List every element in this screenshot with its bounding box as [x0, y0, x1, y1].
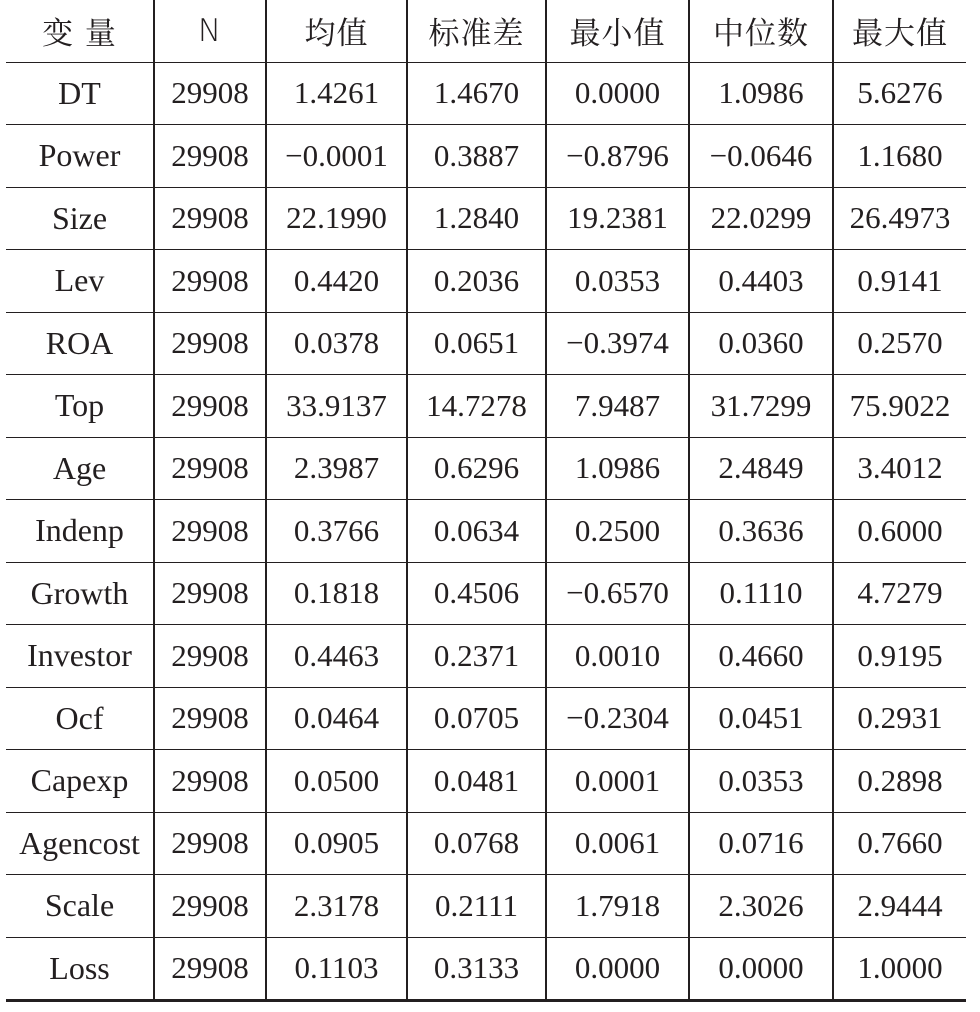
cell-mean: 0.4463 — [266, 625, 407, 688]
cell-min: 1.0986 — [546, 437, 689, 500]
cell-min: 7.9487 — [546, 375, 689, 438]
cell-mean: 2.3987 — [266, 437, 407, 500]
cell-std-dev: 1.4670 — [407, 62, 546, 125]
header-min: 最小值 — [546, 0, 689, 62]
cell-mean: 22.1990 — [266, 187, 407, 250]
header-median: 中位数 — [689, 0, 833, 62]
table-header — [6, 0, 966, 62]
cell-min: 0.0353 — [546, 250, 689, 313]
table-row — [6, 312, 966, 375]
cell-max: 4.7279 — [833, 562, 966, 625]
cell-std-dev: 0.0481 — [407, 750, 546, 813]
cell-n: 29908 — [154, 250, 266, 313]
cell-variable: Ocf — [6, 687, 154, 750]
cell-n: 29908 — [154, 687, 266, 750]
cell-mean: 0.0464 — [266, 687, 407, 750]
cell-median: 0.0451 — [689, 687, 833, 750]
cell-n: 29908 — [154, 750, 266, 813]
cell-n: 29908 — [154, 125, 266, 188]
table-row — [6, 750, 966, 813]
cell-min: −0.3974 — [546, 312, 689, 375]
cell-median: 0.0716 — [689, 812, 833, 875]
cell-std-dev: 0.0705 — [407, 687, 546, 750]
table-row — [6, 250, 966, 313]
cell-std-dev: 0.2036 — [407, 250, 546, 313]
cell-min: 0.0000 — [546, 62, 689, 125]
cell-mean: 0.1818 — [266, 562, 407, 625]
table-row — [6, 937, 966, 1001]
cell-variable: Indenp — [6, 500, 154, 563]
cell-min: 1.7918 — [546, 875, 689, 938]
cell-n: 29908 — [154, 375, 266, 438]
table-row — [6, 812, 966, 875]
cell-n: 29908 — [154, 500, 266, 563]
header-n: N — [154, 0, 266, 62]
cell-variable: Investor — [6, 625, 154, 688]
cell-median: 22.0299 — [689, 187, 833, 250]
cell-variable: Agencost — [6, 812, 154, 875]
cell-mean: 33.9137 — [266, 375, 407, 438]
cell-mean: 0.1103 — [266, 937, 407, 1001]
cell-max: 3.4012 — [833, 437, 966, 500]
table-row — [6, 125, 966, 188]
cell-median: 2.4849 — [689, 437, 833, 500]
cell-mean: 0.0905 — [266, 812, 407, 875]
header-max: 最大值 — [833, 0, 966, 62]
cell-median: 0.0353 — [689, 750, 833, 813]
cell-n: 29908 — [154, 625, 266, 688]
table-row — [6, 375, 966, 438]
cell-std-dev: 0.0651 — [407, 312, 546, 375]
cell-mean: 0.0378 — [266, 312, 407, 375]
cell-std-dev: 0.0634 — [407, 500, 546, 563]
cell-median: 0.1110 — [689, 562, 833, 625]
cell-variable: Capexp — [6, 750, 154, 813]
cell-min: −0.8796 — [546, 125, 689, 188]
cell-max: 75.9022 — [833, 375, 966, 438]
header-row — [6, 0, 966, 62]
cell-max: 0.6000 — [833, 500, 966, 563]
cell-min: 0.0001 — [546, 750, 689, 813]
cell-std-dev: 0.0768 — [407, 812, 546, 875]
cell-n: 29908 — [154, 937, 266, 1001]
cell-max: 1.0000 — [833, 937, 966, 1001]
cell-max: 2.9444 — [833, 875, 966, 938]
cell-n: 29908 — [154, 875, 266, 938]
cell-mean: 1.4261 — [266, 62, 407, 125]
cell-median: 0.0360 — [689, 312, 833, 375]
header-variable: 变 量 — [6, 0, 154, 62]
table-row — [6, 687, 966, 750]
cell-median: 0.3636 — [689, 500, 833, 563]
cell-variable: Growth — [6, 562, 154, 625]
cell-max: 0.9141 — [833, 250, 966, 313]
cell-variable: Age — [6, 437, 154, 500]
cell-n: 29908 — [154, 62, 266, 125]
cell-min: −0.2304 — [546, 687, 689, 750]
cell-std-dev: 0.2111 — [407, 875, 546, 938]
cell-variable: DT — [6, 62, 154, 125]
cell-min: 0.2500 — [546, 500, 689, 563]
table-row — [6, 437, 966, 500]
cell-median: 1.0986 — [689, 62, 833, 125]
table-row — [6, 625, 966, 688]
cell-mean: −0.0001 — [266, 125, 407, 188]
cell-std-dev: 0.3133 — [407, 937, 546, 1001]
cell-variable: Top — [6, 375, 154, 438]
cell-n: 29908 — [154, 312, 266, 375]
cell-variable: Loss — [6, 937, 154, 1001]
cell-max: 5.6276 — [833, 62, 966, 125]
cell-min: 0.0061 — [546, 812, 689, 875]
cell-n: 29908 — [154, 437, 266, 500]
table-row — [6, 62, 966, 125]
cell-max: 0.2570 — [833, 312, 966, 375]
cell-mean: 0.4420 — [266, 250, 407, 313]
cell-median: 2.3026 — [689, 875, 833, 938]
table-row — [6, 187, 966, 250]
cell-std-dev: 14.7278 — [407, 375, 546, 438]
cell-n: 29908 — [154, 562, 266, 625]
cell-mean: 2.3178 — [266, 875, 407, 938]
table-body — [6, 62, 966, 1001]
cell-std-dev: 0.4506 — [407, 562, 546, 625]
header-std-dev: 标准差 — [407, 0, 546, 62]
header-mean: 均值 — [266, 0, 407, 62]
cell-max: 0.9195 — [833, 625, 966, 688]
cell-median: 0.4403 — [689, 250, 833, 313]
cell-std-dev: 0.2371 — [407, 625, 546, 688]
cell-n: 29908 — [154, 187, 266, 250]
cell-max: 0.2931 — [833, 687, 966, 750]
cell-max: 1.1680 — [833, 125, 966, 188]
cell-std-dev: 1.2840 — [407, 187, 546, 250]
cell-min: 0.0010 — [546, 625, 689, 688]
cell-min: 19.2381 — [546, 187, 689, 250]
cell-median: 0.0000 — [689, 937, 833, 1001]
cell-std-dev: 0.6296 — [407, 437, 546, 500]
cell-std-dev: 0.3887 — [407, 125, 546, 188]
cell-variable: ROA — [6, 312, 154, 375]
cell-variable: Size — [6, 187, 154, 250]
cell-median: 31.7299 — [689, 375, 833, 438]
cell-n: 29908 — [154, 812, 266, 875]
cell-max: 26.4973 — [833, 187, 966, 250]
cell-variable: Scale — [6, 875, 154, 938]
cell-median: 0.4660 — [689, 625, 833, 688]
table-row — [6, 875, 966, 938]
cell-min: −0.6570 — [546, 562, 689, 625]
cell-max: 0.7660 — [833, 812, 966, 875]
cell-variable: Lev — [6, 250, 154, 313]
table-row — [6, 500, 966, 563]
descriptive-statistics-table — [6, 0, 966, 1002]
table-row — [6, 562, 966, 625]
cell-min: 0.0000 — [546, 937, 689, 1001]
cell-median: −0.0646 — [689, 125, 833, 188]
cell-variable: Power — [6, 125, 154, 188]
cell-mean: 0.0500 — [266, 750, 407, 813]
cell-max: 0.2898 — [833, 750, 966, 813]
cell-mean: 0.3766 — [266, 500, 407, 563]
